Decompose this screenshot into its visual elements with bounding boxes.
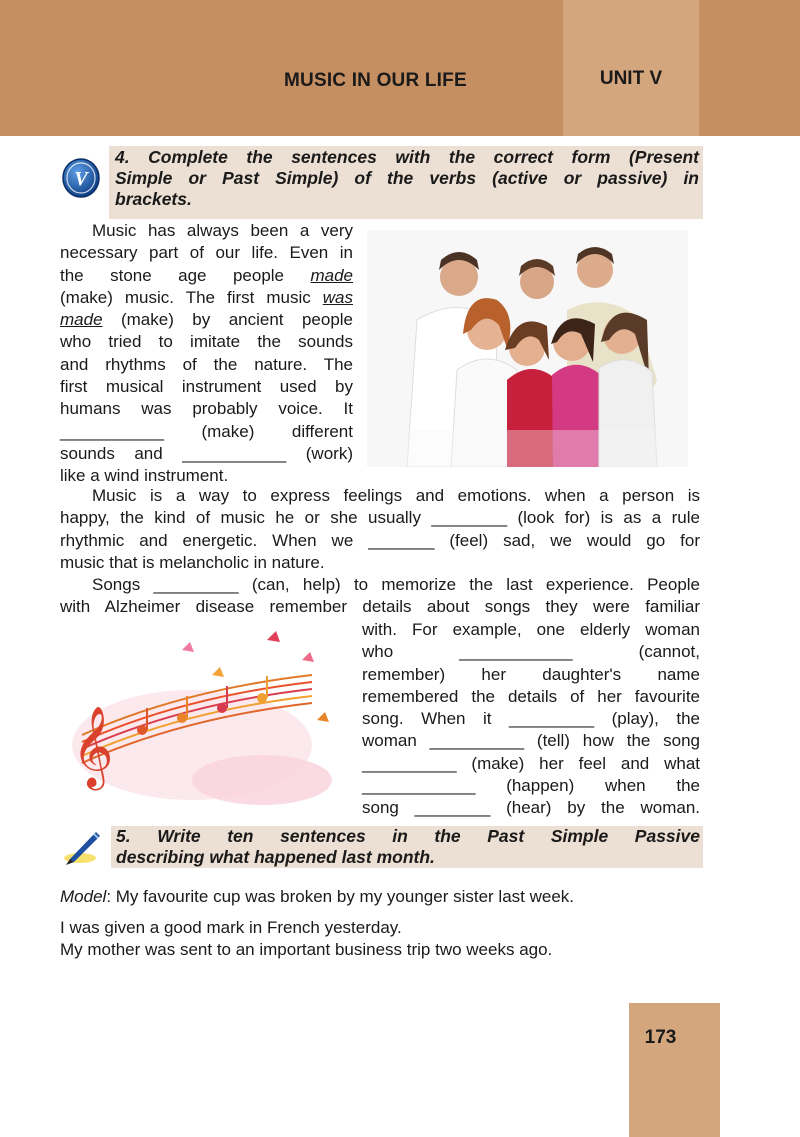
page-number: 173 xyxy=(644,1027,677,1048)
page-header xyxy=(0,0,800,136)
unit-label: UNIT V xyxy=(599,68,663,89)
page-number-tab xyxy=(629,1003,720,1137)
friends-singing-photo xyxy=(367,230,688,467)
answer-made: made xyxy=(310,265,353,285)
badge-letter: V xyxy=(74,168,88,190)
writing-pen-icon xyxy=(60,826,104,866)
music-notes-illustration xyxy=(62,620,347,805)
paragraph-1: Music has always been a very necessary part of our life. Even in the stone age people made (make) music. The first music was made (make) by ancient people who tried to imitate the sounds and rhythms of the nature. The first musical instrument used by humans was probably voice. It ___________ (make) different sounds and ___________ (work) like a wind instrument. xyxy=(60,221,353,486)
vocabulary-badge-icon xyxy=(61,157,101,199)
example-sentence-2: My mother was sent to an important business trip two weeks ago. xyxy=(60,940,553,959)
model-sentence: Model: My favourite cup was broken by my younger sister last week. xyxy=(60,887,575,906)
chapter-title: MUSIC IN OUR LIFE xyxy=(284,70,467,91)
paragraph-3: Songs _________ (can, help) to memorize the last experience. People with Alzheimer disease remember details about songs they were familiar xyxy=(60,575,700,617)
answer-was: was xyxy=(322,287,353,307)
exercise-4-title: 4. Complete the sentences with the correct form (Present Simple or Past Simple) of the verbs (active or passive) in brackets. xyxy=(115,147,699,209)
paragraph-3-continued: with. For example, one elderly woman who ____________ (cannot, remember) her daughter's name remembered the details of her favourite song. When it _________ (play), the woman __________ (tell) how the song __________ (make) her feel and what ____________ (happen) when the song ________ (hear) by the woman. xyxy=(362,620,700,818)
paragraph-2: Music is a way to express feelings and emotions. when a person is happy, the kind of music he or she usually ________ (look for) is as a rule rhythmic and energetic. When we _______ (feel) sad, we would go for music that is melancholic in nature. xyxy=(60,486,700,572)
exercise-5-title: 5. Write ten sentences in the Past Simple Passive describing what happened last month. xyxy=(116,826,700,867)
answer-made-2: made xyxy=(60,310,103,330)
example-sentence-1: I was given a good mark in French yesterday. xyxy=(60,918,402,937)
unit-tab xyxy=(563,0,699,136)
svg-text:𝄞: 𝄞 xyxy=(72,705,114,787)
